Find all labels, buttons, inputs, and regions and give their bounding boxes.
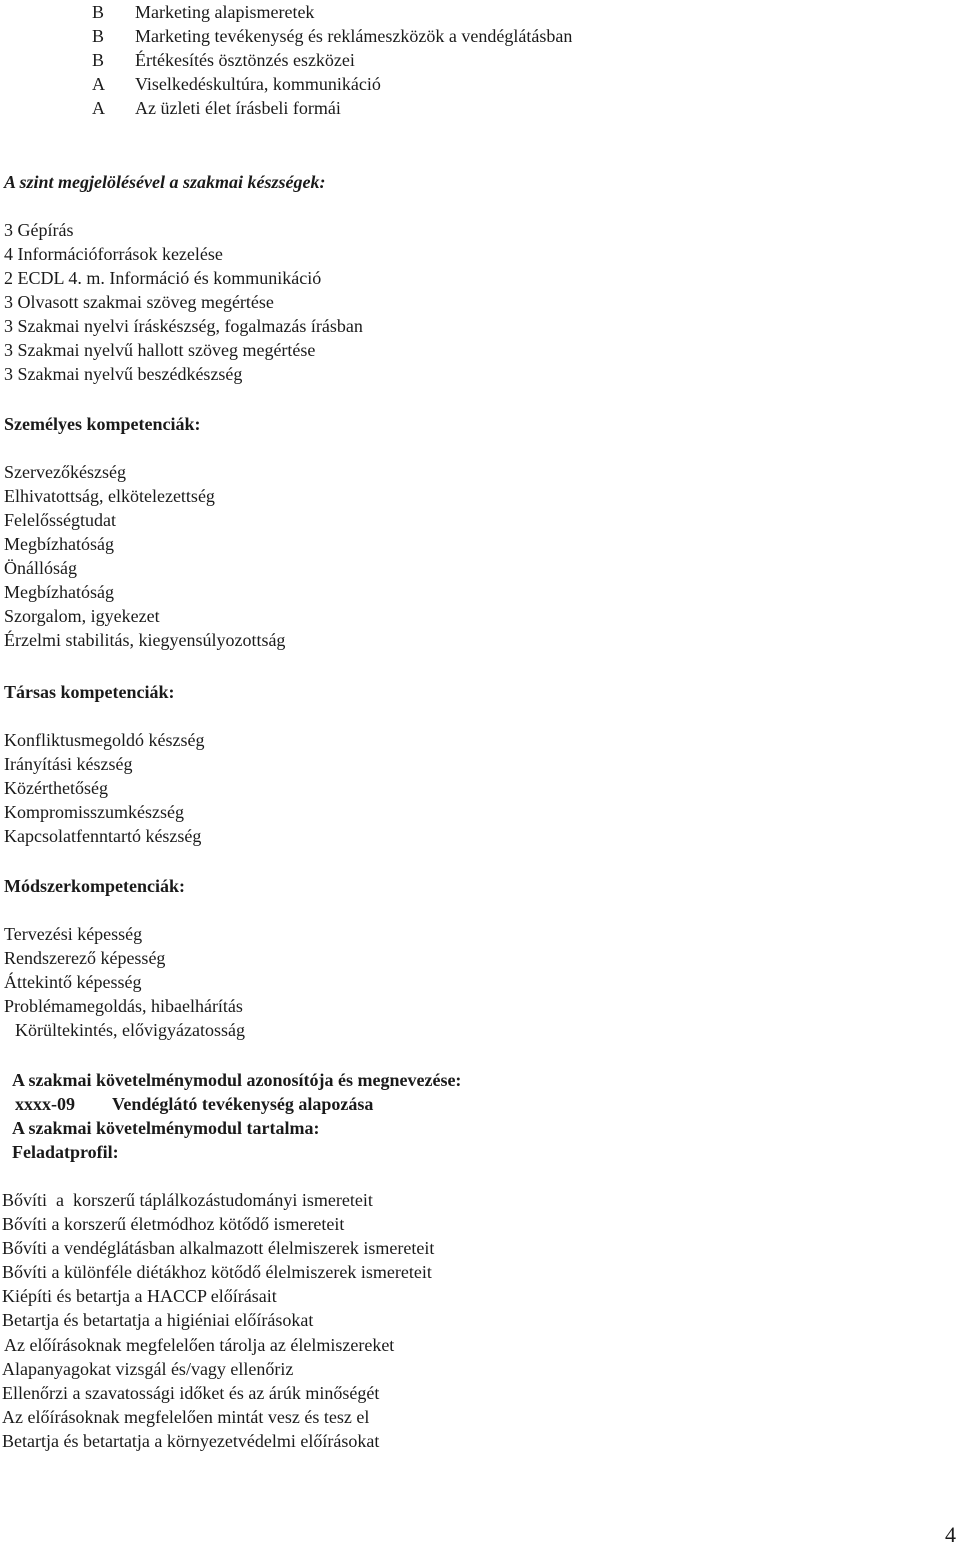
skill-item: 3 Olvasott szakmai szöveg megértése xyxy=(4,292,274,312)
grade-letter: B xyxy=(92,26,105,46)
subject-name: Viselkedéskultúra, kommunikáció xyxy=(135,74,381,94)
social-item: Konfliktusmegoldó készség xyxy=(4,730,205,750)
social-heading: Társas kompetenciák: xyxy=(4,682,175,702)
skill-item: 3 Szakmai nyelvű beszédkészség xyxy=(4,364,243,384)
module-code: xxxx-09 xyxy=(15,1094,75,1114)
method-item: Rendszerező képesség xyxy=(4,948,166,968)
method-item: Problémamegoldás, hibaelhárítás xyxy=(4,996,243,1016)
personal-item: Megbízhatóság xyxy=(4,582,114,602)
task-item: Bővíti a korszerű életmódhoz kötődő ismereteit xyxy=(2,1214,345,1234)
personal-item: Megbízhatóság xyxy=(4,534,114,554)
personal-item: Felelősségtudat xyxy=(4,510,116,530)
social-item: Kapcsolatfenntartó készség xyxy=(4,826,202,846)
module-content-heading: A szakmai követelménymodul tartalma: xyxy=(12,1118,320,1138)
task-item: Betartja és betartatja a környezetvédelmi előírásokat xyxy=(2,1431,380,1451)
subject-name: Értékesítés ösztönzés eszközei xyxy=(135,50,355,70)
personal-item: Szorgalom, igyekezet xyxy=(4,606,160,626)
personal-heading: Személyes kompetenciák: xyxy=(4,414,201,434)
task-item: Ellenőrzi a szavatossági időket és az árúk minőségét xyxy=(2,1383,380,1403)
skill-item: 3 Szakmai nyelvi íráskészség, fogalmazás írásban xyxy=(4,316,363,336)
personal-item: Érzelmi stabilitás, kiegyensúlyozottság xyxy=(4,630,286,650)
profile-heading: Feladatprofil: xyxy=(12,1142,119,1162)
page-number: 4 xyxy=(945,1522,956,1547)
skill-item: 3 Szakmai nyelvű hallott szöveg megértése xyxy=(4,340,316,360)
subject-name: Marketing alapismeretek xyxy=(135,2,315,22)
method-item: Tervezési képesség xyxy=(4,924,143,944)
skill-item: 4 Információforrások kezelése xyxy=(4,244,223,264)
grade-letter: B xyxy=(92,2,105,22)
task-item: Alapanyagokat vizsgál és/vagy ellenőriz xyxy=(2,1359,294,1379)
task-item: Az előírásoknak megfelelően tárolja az élelmiszereket xyxy=(4,1335,395,1355)
social-item: Közérthetőség xyxy=(4,778,108,798)
skills-heading: A szint megjelölésével a szakmai készségek: xyxy=(4,172,326,192)
social-item: Kompromisszumkészség xyxy=(4,802,184,822)
task-item: Bővíti a különféle diétákhoz kötődő élelmiszerek ismereteit xyxy=(2,1262,432,1282)
personal-item: Elhivatottság, elkötelezettség xyxy=(4,486,215,506)
module-id-heading: A szakmai követelménymodul azonosítója és megnevezése: xyxy=(12,1070,462,1090)
skill-item: 2 ECDL 4. m. Információ és kommunikáció xyxy=(4,268,322,288)
task-item: Betartja és betartatja a higiéniai előírásokat xyxy=(2,1310,314,1330)
social-item: Irányítási készség xyxy=(4,754,133,774)
method-item: Áttekintő képesség xyxy=(4,972,142,992)
module-title: Vendéglátó tevékenység alapozása xyxy=(112,1094,374,1114)
personal-item: Szervezőkészség xyxy=(4,462,126,482)
skill-item: 3 Gépírás xyxy=(4,220,74,240)
personal-item: Önállóság xyxy=(4,558,77,578)
subject-name: Az üzleti élet írásbeli formái xyxy=(135,98,341,118)
task-item: Bővíti a korszerű táplálkozástudományi ismereteit xyxy=(2,1190,373,1210)
method-item: Körültekintés, elővigyázatosság xyxy=(15,1020,245,1040)
task-item: Az előírásoknak megfelelően mintát vesz és tesz el xyxy=(2,1407,370,1427)
grade-letter: A xyxy=(92,98,105,118)
task-item: Bővíti a vendéglátásban alkalmazott élelmiszerek ismereteit xyxy=(2,1238,435,1258)
subject-name: Marketing tevékenység és reklámeszközök a vendéglátásban xyxy=(135,26,573,46)
grade-letter: A xyxy=(92,74,105,94)
grade-letter: B xyxy=(92,50,105,70)
task-item: Kiépíti és betartja a HACCP előírásait xyxy=(2,1286,277,1306)
method-heading: Módszerkompetenciák: xyxy=(4,876,185,896)
